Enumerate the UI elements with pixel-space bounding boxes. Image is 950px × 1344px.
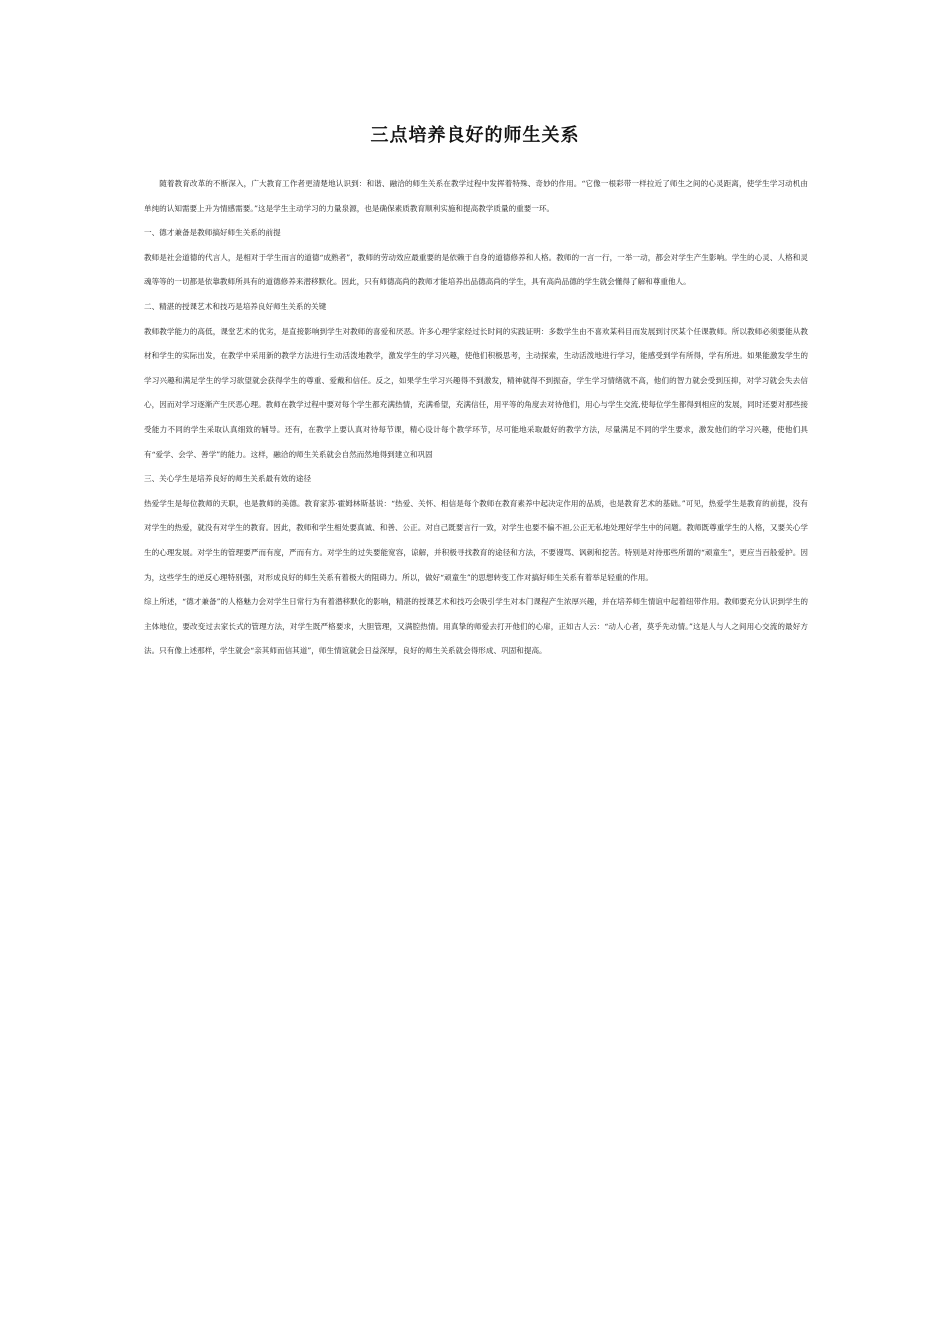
body-paragraph-3: 热爱学生是每位教师的天职，也是教师的美德。教育家苏·霍姆林斯基说：“热爱、关怀、相信是每个教师在教育素养中起决定作用的品质，也是教育艺术的基础。”可见，热爱学生是教育的前提，没有对学生的热爱，就没有对学生的教育。因此，教师和学生相处要真诚、和善、公正。对自己既要言行一致，对学生也要不偏不袒,公正无私地处理好学生中的问题。教师既尊重学生的人格，又要关心学生的心理发展。对学生的管理要严而有度，严而有方。对学生的过失要能宽容，谅解，并积极寻找教育的途径和方法，不要谩骂、讽刺和挖苦。特别是对待那些所谓的“顽童生”，更应当百般爱护。因为，这些学生的逆反心理特别强，对形成良好的师生关系有着极大的阻碍力。所以，做好“顽童生”的思想转变工作对搞好师生关系有着举足轻重的作用。 [144, 498, 808, 582]
section-heading-2: 二、精湛的授课艺术和技巧是培养良好师生关系的关键 [144, 301, 327, 311]
intro-paragraph: 随着教育改革的不断深入，广大教育工作者更清楚地认识到：和谐、融洽的师生关系在教学过程中发挥着特殊、奇妙的作用。“它像一根彩带一样拉近了师生之间的心灵距离，使学生学习动机由单纯的认知需要上升为情感需要。”这是学生主动学习的力量泉源，也是确保素质教育顺利实施和提高教学质量的重要一环。 [144, 179, 808, 213]
body-paragraph-1: 教师是社会道德的代言人，是相对于学生而言的道德“成熟者”，教师的劳动效应最重要的是依赖于自身的道德修养和人格。教师的一言一行，一举一动，都会对学生产生影响。学生的心灵、人格和灵魂等等的一切都是依靠教师所具有的道德修养来潜移默化。因此，只有师德高尚的教师才能培养出品德高尚的学生，具有高尚品德的学生就会懂得了解和尊重他人。 [144, 252, 808, 287]
document-title: 三点培养良好的师生关系 [370, 125, 580, 146]
section-heading-3: 三、关心学生是培养良好的师生关系最有效的途径 [144, 474, 312, 484]
body-paragraph-2: 教师教学能力的高低，课堂艺术的优劣，是直接影响到学生对教师的喜爱和厌恶。许多心理学家经过长时间的实践证明：多数学生由不喜欢某科目而发展到讨厌某个任课教师。所以教师必须要能从教材和学生的实际出发，在教学中采用新的教学方法进行生动活泼地教学，激发学生的学习兴趣，使他们积极思考，主动探索，生动活泼地进行学习，能感受到学有所得，学有所进。如果能激发学生的学习兴趣和满足学生的学习欲望就会获得学生的尊重、爱戴和信任。反之，如果学生学习兴趣得不到激发，精神就得不到振奋，学生学习情绪就不高，他们的智力就会受到压抑，对学习就会失去信心，因而对学习逐渐产生厌恶心理。教师在教学过程中要对每个学生都充满热情，充满希望，充满信任，用平等的角度去对待他们，用心与学生交流,使每位学生都得到相应的发展，同时还要对那些接受能力不同的学生采取认真细致的辅导。还有，在教学上要认真对待每节课，精心设计每个教学环节，尽可能地采取最好的教学方法，尽量满足不同的学生要求，激发他们的学习兴趣，使他们具有“爱学、会学、善学”的能力。这样，融洽的师生关系就会自然而然地得到建立和巩固 [144, 326, 808, 459]
document-body [144, 172, 808, 664]
section-heading-1: 一、德才兼备是教师搞好师生关系的前提 [144, 228, 281, 238]
conclusion-paragraph: 综上所述，“德才兼备”的人格魅力会对学生日常行为有着潜移默化的影响，精湛的授课艺术和技巧会吸引学生对本门课程产生浓厚兴趣，并在培养师生情谊中起着纽带作用。教师要充分认识到学生的主体地位，要改变过去家长式的管理方法，对学生既严格要求，大胆管理，又满腔热情。用真挚的师爱去打开他们的心扉，正如古人云：“动人心者，莫乎先动情。”这是人与人之间用心交流的最好方法。只有像上述那样，学生就会“亲其师而信其道”，师生情谊就会日益深厚，良好的师生关系就会得形成、巩固和提高。 [144, 597, 808, 656]
